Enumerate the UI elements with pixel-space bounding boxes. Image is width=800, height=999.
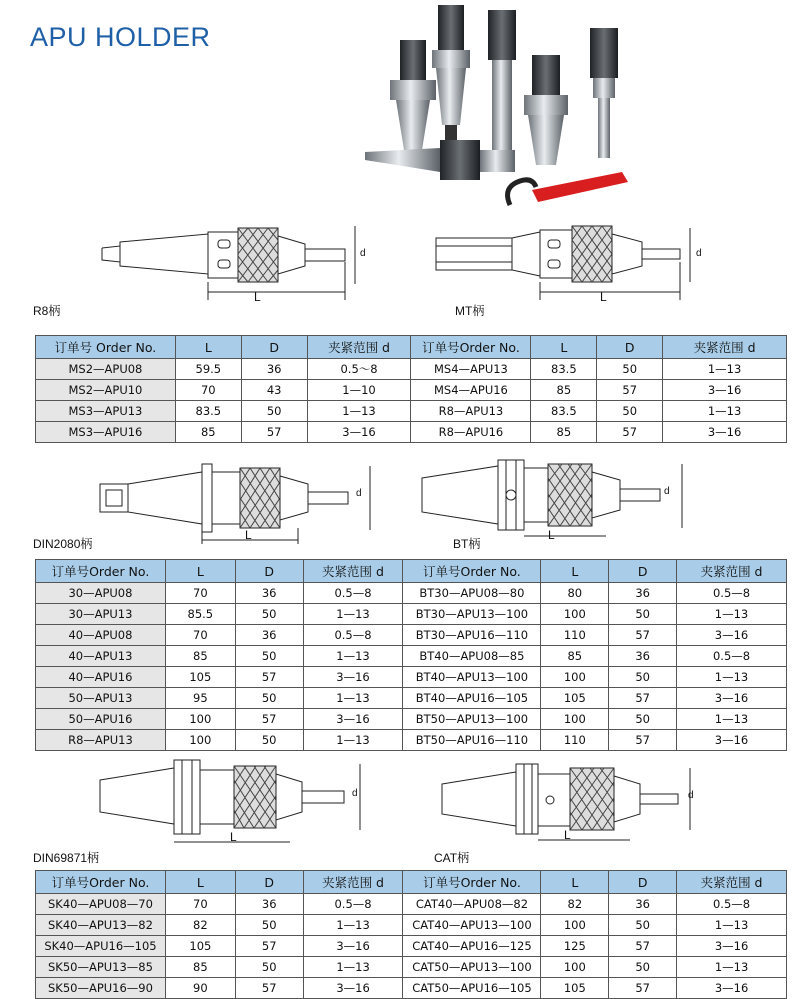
order-no-cell: SK40—APU08—70 — [36, 894, 166, 915]
length-cell: 100 — [165, 730, 235, 751]
diameter-cell: 36 — [241, 359, 307, 380]
section1-left-label: R8柄 — [33, 304, 61, 318]
diameter-cell: 57 — [609, 936, 677, 957]
table-row — [36, 401, 787, 422]
length-cell: 105 — [165, 936, 235, 957]
table-row — [36, 730, 787, 751]
clamp-range-cell: 1—13 — [303, 688, 403, 709]
order-no-cell: SK40—APU16—105 — [36, 936, 166, 957]
length-cell: 90 — [165, 978, 235, 999]
diameter-cell: 57 — [235, 936, 303, 957]
dim-l-din2080: L — [245, 528, 252, 542]
col-order-no: 订单号 Order No. — [36, 336, 176, 359]
diameter-cell: 50 — [609, 915, 677, 936]
diameter-cell: 36 — [235, 625, 303, 646]
order-no-cell: 50—APU13 — [36, 688, 166, 709]
diameter-cell: 50 — [235, 688, 303, 709]
order-no-cell: CAT40—APU08—82 — [403, 894, 541, 915]
col-l: L — [165, 871, 235, 894]
col-clamp-range: 夹紧范围 d — [307, 336, 411, 359]
holder-photo-4 — [524, 55, 568, 165]
clamp-range-cell: 3—16 — [303, 709, 403, 730]
table-body — [36, 583, 787, 751]
dim-d-cat: d — [688, 790, 694, 801]
length-cell: 82 — [541, 894, 609, 915]
order-no-cell: 40—APU16 — [36, 667, 166, 688]
order-no-cell: SK50—APU13—85 — [36, 957, 166, 978]
table-row — [36, 359, 787, 380]
length-cell: 82 — [165, 915, 235, 936]
table-row — [36, 646, 787, 667]
length-cell: 105 — [541, 688, 609, 709]
order-no-cell: BT40—APU13—100 — [403, 667, 541, 688]
clamp-range-cell: 3—16 — [303, 978, 403, 999]
diameter-cell: 57 — [597, 422, 663, 443]
order-no-cell: CAT50—APU13—100 — [403, 957, 541, 978]
bt-shank-drawing — [420, 458, 700, 542]
length-cell: 100 — [541, 957, 609, 978]
clamp-range-cell: 1—13 — [677, 667, 787, 688]
clamp-range-cell: 1—13 — [663, 401, 787, 422]
clamp-range-cell: 3—16 — [677, 978, 787, 999]
clamp-range-cell: 3—16 — [677, 688, 787, 709]
cat-shank-drawing — [440, 762, 710, 846]
col-d: D — [241, 336, 307, 359]
clamp-range-cell: 3—16 — [677, 730, 787, 751]
col-l: L — [541, 871, 609, 894]
diameter-cell: 57 — [235, 978, 303, 999]
diameter-cell: 36 — [235, 894, 303, 915]
table-row — [36, 604, 787, 625]
clamp-range-cell: 3—16 — [307, 422, 411, 443]
section1-right-label: MT柄 — [455, 304, 485, 318]
length-cell: 85 — [175, 422, 241, 443]
clamp-range-cell: 3—16 — [677, 625, 787, 646]
din69871-shank-drawing — [98, 758, 378, 846]
holder-photo-2 — [432, 5, 470, 140]
col-d: D — [609, 560, 677, 583]
clamp-range-cell: 3—16 — [663, 422, 787, 443]
clamp-range-cell: 0.5—8 — [677, 646, 787, 667]
dim-l-cat: L — [564, 828, 571, 842]
clamp-range-cell: 0.5—8 — [677, 583, 787, 604]
clamp-range-cell: 3—16 — [677, 936, 787, 957]
clamp-range-cell: 3—16 — [303, 936, 403, 957]
table-row — [36, 380, 787, 401]
mt-shank-drawing — [432, 222, 702, 304]
length-cell: 85 — [165, 646, 235, 667]
diameter-cell: 50 — [609, 604, 677, 625]
diameter-cell: 50 — [597, 359, 663, 380]
col-order-no: 订单号Order No. — [403, 871, 541, 894]
diameter-cell: 36 — [609, 646, 677, 667]
diameter-cell: 57 — [235, 709, 303, 730]
col-d: D — [597, 336, 663, 359]
diameter-cell: 57 — [609, 625, 677, 646]
length-cell: 100 — [541, 604, 609, 625]
order-no-cell: 30—APU08 — [36, 583, 166, 604]
clamp-range-cell: 1—13 — [677, 709, 787, 730]
diameter-cell: 57 — [609, 688, 677, 709]
spec-table-1 — [35, 335, 787, 443]
length-cell: 85 — [531, 422, 597, 443]
order-no-cell: MS3—APU16 — [36, 422, 176, 443]
clamp-range-cell: 1—13 — [677, 915, 787, 936]
order-no-cell: 40—APU13 — [36, 646, 166, 667]
col-clamp-range: 夹紧范围 d — [303, 560, 403, 583]
table-row — [36, 936, 787, 957]
clamp-range-cell: 3—16 — [303, 667, 403, 688]
diameter-cell: 50 — [597, 401, 663, 422]
clamp-range-cell: 1—13 — [663, 359, 787, 380]
order-no-cell: R8—APU16 — [411, 422, 531, 443]
length-cell: 70 — [165, 625, 235, 646]
order-no-cell: MS2—APU08 — [36, 359, 176, 380]
table-row — [36, 625, 787, 646]
order-no-cell: 30—APU13 — [36, 604, 166, 625]
diameter-cell: 50 — [235, 957, 303, 978]
diameter-cell: 50 — [241, 401, 307, 422]
table-header-row — [36, 871, 787, 894]
table-body — [36, 894, 787, 999]
clamp-range-cell: 0.5—8 — [303, 625, 403, 646]
holder-photo-5 — [590, 28, 618, 158]
spec-table-2 — [35, 559, 787, 751]
length-cell: 100 — [541, 667, 609, 688]
table-row — [36, 422, 787, 443]
order-no-cell: MS3—APU13 — [36, 401, 176, 422]
order-no-cell: MS4—APU13 — [411, 359, 531, 380]
dim-l-bt: L — [548, 528, 555, 542]
section2-left-label: DIN2080柄 — [33, 537, 93, 551]
length-cell: 105 — [541, 978, 609, 999]
col-clamp-range: 夹紧范围 d — [677, 871, 787, 894]
table-row — [36, 894, 787, 915]
length-cell: 95 — [165, 688, 235, 709]
col-d: D — [235, 560, 303, 583]
order-no-cell: 50—APU16 — [36, 709, 166, 730]
dim-d-mt: d — [696, 248, 702, 259]
order-no-cell: CAT40—APU13—100 — [403, 915, 541, 936]
table-body — [36, 359, 787, 443]
length-cell: 85 — [165, 957, 235, 978]
clamp-range-cell: 1—13 — [303, 646, 403, 667]
clamp-range-cell: 0.5—8 — [303, 894, 403, 915]
table-row — [36, 583, 787, 604]
table-row — [36, 667, 787, 688]
section3-left-label: DIN69871柄 — [33, 851, 100, 865]
diameter-cell: 36 — [609, 583, 677, 604]
length-cell: 85 — [531, 380, 597, 401]
order-no-cell: MS2—APU10 — [36, 380, 176, 401]
length-cell: 83.5 — [531, 401, 597, 422]
clamp-range-cell: 3—16 — [663, 380, 787, 401]
col-order-no: 订单号Order No. — [36, 560, 166, 583]
holder-photo-3 — [488, 10, 516, 155]
diameter-cell: 43 — [241, 380, 307, 401]
length-cell: 100 — [541, 709, 609, 730]
diameter-cell: 50 — [235, 646, 303, 667]
diameter-cell: 57 — [235, 667, 303, 688]
clamp-range-cell: 1—13 — [677, 957, 787, 978]
clamp-range-cell: 1—13 — [303, 915, 403, 936]
col-order-no: 订单号Order No. — [411, 336, 531, 359]
col-clamp-range: 夹紧范围 d — [303, 871, 403, 894]
length-cell: 59.5 — [175, 359, 241, 380]
col-clamp-range: 夹紧范围 d — [663, 336, 787, 359]
clamp-range-cell: 1—13 — [303, 957, 403, 978]
order-no-cell: SK40—APU13—82 — [36, 915, 166, 936]
diameter-cell: 50 — [235, 604, 303, 625]
length-cell: 85.5 — [165, 604, 235, 625]
col-clamp-range: 夹紧范围 d — [677, 560, 787, 583]
table-row — [36, 688, 787, 709]
r8-shank-drawing — [100, 222, 380, 304]
order-no-cell: MS4—APU16 — [411, 380, 531, 401]
length-cell: 125 — [541, 936, 609, 957]
diameter-cell: 57 — [609, 978, 677, 999]
length-cell: 70 — [175, 380, 241, 401]
dim-d-din2080: d — [356, 488, 362, 499]
col-l: L — [165, 560, 235, 583]
length-cell: 70 — [165, 894, 235, 915]
col-d: D — [235, 871, 303, 894]
order-no-cell: CAT40—APU16—125 — [403, 936, 541, 957]
table-header-row — [36, 336, 787, 359]
order-no-cell: BT30—APU16—110 — [403, 625, 541, 646]
length-cell: 105 — [165, 667, 235, 688]
product-photo — [360, 0, 640, 215]
dim-l-mt: L — [600, 290, 607, 304]
order-no-cell: BT30—APU08—80 — [403, 583, 541, 604]
diameter-cell: 57 — [597, 380, 663, 401]
length-cell: 110 — [541, 625, 609, 646]
order-no-cell: 40—APU08 — [36, 625, 166, 646]
clamp-range-cell: 1—13 — [307, 401, 411, 422]
diameter-cell: 50 — [609, 709, 677, 730]
col-d: D — [609, 871, 677, 894]
page-title: APU HOLDER — [30, 22, 211, 52]
diameter-cell: 50 — [609, 957, 677, 978]
clamp-range-cell: 0.5—8 — [303, 583, 403, 604]
length-cell: 83.5 — [175, 401, 241, 422]
length-cell: 83.5 — [531, 359, 597, 380]
table-header-row — [36, 560, 787, 583]
dim-d-din69871: d — [352, 788, 358, 799]
col-order-no: 订单号Order No. — [403, 560, 541, 583]
order-no-cell: BT50—APU13—100 — [403, 709, 541, 730]
length-cell: 80 — [541, 583, 609, 604]
order-no-cell: SK50—APU16—90 — [36, 978, 166, 999]
diameter-cell: 50 — [235, 915, 303, 936]
length-cell: 100 — [165, 709, 235, 730]
diameter-cell: 36 — [609, 894, 677, 915]
diameter-cell: 50 — [609, 667, 677, 688]
clamp-range-cell: 1—13 — [303, 730, 403, 751]
length-cell: 85 — [541, 646, 609, 667]
dim-d-bt: d — [664, 486, 670, 497]
order-no-cell: BT40—APU08—85 — [403, 646, 541, 667]
order-no-cell: BT50—APU16—110 — [403, 730, 541, 751]
diameter-cell: 57 — [609, 730, 677, 751]
col-l: L — [175, 336, 241, 359]
clamp-range-cell: 0.5～8 — [307, 359, 411, 380]
col-l: L — [531, 336, 597, 359]
clamp-range-cell: 1—10 — [307, 380, 411, 401]
spec-table-3 — [35, 870, 787, 999]
order-no-cell: BT40—APU16—105 — [403, 688, 541, 709]
table-row — [36, 709, 787, 730]
clamp-range-cell: 1—13 — [303, 604, 403, 625]
table-row — [36, 978, 787, 999]
clamp-range-cell: 0.5—8 — [677, 894, 787, 915]
order-no-cell: BT30—APU13—100 — [403, 604, 541, 625]
col-l: L — [541, 560, 609, 583]
order-no-cell: CAT50—APU16—105 — [403, 978, 541, 999]
length-cell: 110 — [541, 730, 609, 751]
table-row — [36, 915, 787, 936]
table-row — [36, 957, 787, 978]
spanner-wrench — [508, 172, 628, 205]
order-no-cell: R8—APU13 — [411, 401, 531, 422]
clamp-range-cell: 1—13 — [677, 604, 787, 625]
dim-l-r8: L — [254, 290, 261, 304]
diameter-cell: 36 — [235, 583, 303, 604]
section2-right-label: BT柄 — [453, 537, 481, 551]
col-order-no: 订单号Order No. — [36, 871, 166, 894]
order-no-cell: R8—APU13 — [36, 730, 166, 751]
diameter-cell: 57 — [241, 422, 307, 443]
dim-d-r8: d — [360, 248, 366, 259]
dim-l-din69871: L — [230, 830, 237, 844]
length-cell: 100 — [541, 915, 609, 936]
length-cell: 70 — [165, 583, 235, 604]
diameter-cell: 50 — [235, 730, 303, 751]
holder-photo-1 — [390, 40, 436, 150]
section3-right-label: CAT柄 — [434, 851, 470, 865]
